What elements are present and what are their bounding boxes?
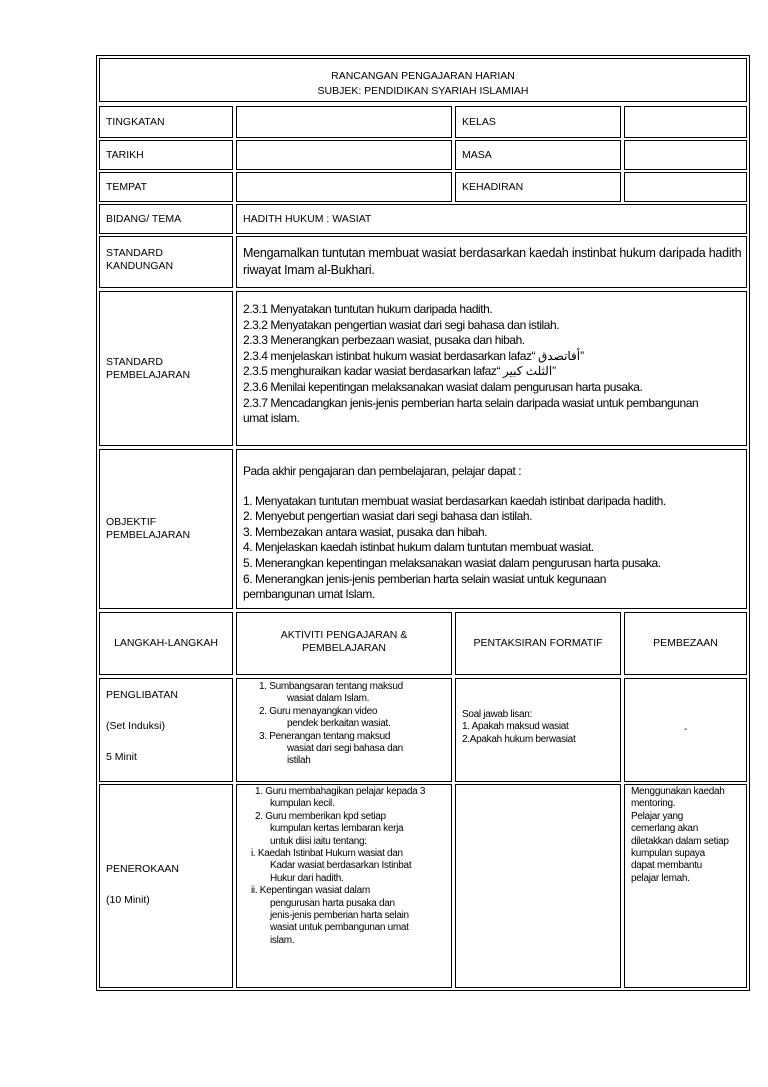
objektif-item: pembangunan umat Islam. [243, 587, 375, 602]
objektif-item: 3. Membezakan antara wasiat, pusaka dan hibah. [243, 524, 488, 539]
objektif-item: 2. Menyebut pengertian wasiat dari segi bahasa dan istilah. [243, 509, 532, 524]
objektif-list [236, 449, 747, 609]
page-title: RANCANGAN PENGAJARAN HARIAN [331, 70, 515, 82]
kehadiran-label: KEHADIRAN [455, 172, 621, 202]
sp-item: 2.3.7 Mencadangkan jenis-jenis pemberian harta selain daripada wasiat untuk pembangunan [243, 395, 699, 410]
sp-item: 2.3.3 Menerangkan perbezaan wasiat, pusaka dan hibah. [243, 333, 525, 348]
kehadiran-value [624, 172, 747, 202]
tingkatan-label: TINGKATAN [99, 106, 233, 138]
sp-item: 2.3.5 menghuraikan kadar wasiat berdasarkan lafaz“ الثلث كبير” [243, 364, 557, 379]
sp-item: 2.3.6 Menilai kepentingan melaksanakan wasiat dalam pengurusan harta pusaka. [243, 379, 643, 394]
penerokaan-label: PENEROKAAN (10 Minit) [99, 784, 233, 988]
title-cell [99, 58, 747, 102]
tempat-label: TEMPAT [99, 172, 233, 202]
objektif-intro: Pada akhir pengajaran dan pembelajaran, pelajar dapat : [243, 464, 522, 478]
standard-kandungan-label: STANDARD KANDUNGAN [99, 236, 233, 288]
penglibatan-activities: 1. Sumbangsaran tentang maksud wasiat dalam Islam. 2. Guru menayangkan video pendek berkaitan wasiat. 3. Penerangan tentang maksud wasiat dari segi bahasa dan istilah [236, 678, 452, 782]
sp-item: 2.3.2 Menyatakan pengertian wasiat dari segi bahasa dan istilah. [243, 317, 560, 332]
aktiviti-header: AKTIVITI PENGAJARAN & PEMBELAJARAN [236, 612, 452, 675]
kelas-label: KELAS [455, 106, 621, 138]
sp-item: 2.3.4 menjelaskan istinbat hukum wasiat berdasarkan lafaz“ أفاتصدق” [243, 348, 585, 363]
penglibatan-differentiation: - [624, 678, 747, 782]
standard-pembelajaran-list [236, 291, 747, 446]
penerokaan-assessment [455, 784, 621, 988]
tingkatan-value [236, 106, 452, 138]
masa-label: MASA [455, 140, 621, 170]
lesson-plan-table [96, 55, 750, 991]
tarikh-label: TARIKH [99, 140, 233, 170]
penglibatan-label: PENGLIBATAN (Set Induksi) 5 Minit [99, 678, 233, 782]
kelas-value [624, 106, 747, 138]
pembezaan-header: PEMBEZAAN [624, 612, 747, 675]
objektif-item: 4. Menjelaskan kaedah istinbat hukum dalam tuntutan membuat wasiat. [243, 540, 594, 555]
standard-pembelajaran-label: STANDARD PEMBELAJARAN [99, 291, 233, 446]
tempat-value [236, 172, 452, 202]
objektif-item: 1. Menyatakan tuntutan membuat wasiat berdasarkan kaedah istinbat daripada hadith. [243, 493, 666, 508]
bidang-value: HADITH HUKUM : WASIAT [236, 204, 747, 234]
standard-kandungan-text: Mengamalkan tuntutan membuat wasiat berdasarkan kaedah instinbat hukum daripada hadith riwayat Imam al-Bukhari. [236, 236, 747, 288]
objektif-item: 6. Menerangkan jenis-jenis pemberian harta selain wasiat untuk kegunaan [243, 571, 606, 586]
bidang-label: BIDANG/ TEMA [99, 204, 233, 234]
sp-item: 2.3.1 Menyatakan tuntutan hukum daripada hadith. [243, 302, 493, 316]
penglibatan-assessment: Soal jawab lisan: 1. Apakah maksud wasiat 2.Apakah hukum berwasiat [455, 678, 621, 782]
objektif-item: 5. Menerangkan kepentingan melaksanakan wasiat dalam pengurusan harta pusaka. [243, 555, 661, 570]
objektif-label: OBJEKTIF PEMBELAJARAN [99, 449, 233, 609]
penerokaan-activities: 1. Guru membahagikan pelajar kepada 3 kumpulan kecil. 2. Guru memberikan kpd setiap kumpulan kertas lembaran kerja untuk diisi iaitu tentang: i. Kaedah Istinbat Hukum wasiat dan Kadar wasiat berdasarkan Istinbat Hukur dari hadith. ii. Kepentingan wasiat dalam pengurusan harta pusaka dan jenis-jenis pemberian harta selain wasiat untuk pembangunan umat islam. [236, 784, 452, 988]
subject-title: SUBJEK: PENDIDIKAN SYARIAH ISLAMIAH [317, 85, 529, 97]
masa-value [624, 140, 747, 170]
tarikh-value [236, 140, 452, 170]
penerokaan-differentiation: Menggunakan kaedah mentoring. Pelajar yang cemerlang akan diletakkan dalam setiap kumpulan supaya dapat membantu pelajar lemah. [624, 784, 747, 988]
pentaksiran-header: PENTAKSIRAN FORMATIF [455, 612, 621, 675]
sp-item: umat islam. [243, 411, 300, 426]
langkah-header: LANGKAH-LANGKAH [99, 612, 233, 675]
